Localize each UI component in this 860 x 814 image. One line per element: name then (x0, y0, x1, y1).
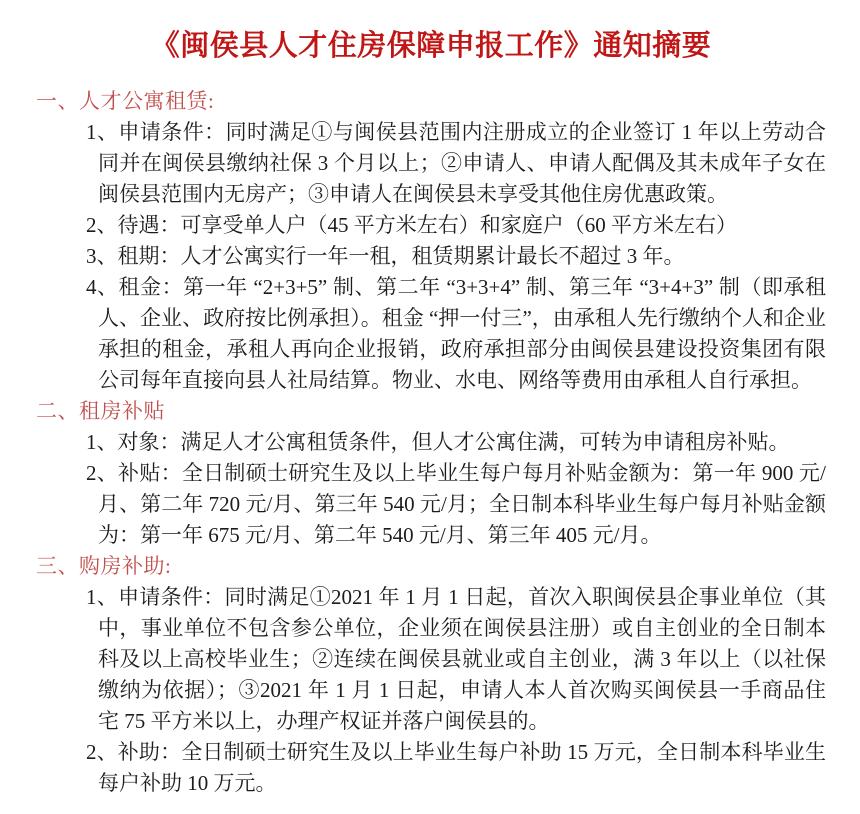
apartment-rental-item-benefit: 2、待遇：可享受单人户（45 平方米左右）和家庭户（60 平方米左右） (86, 213, 737, 237)
section-heading-purchase-subsidy: 三、购房补助: (36, 554, 172, 578)
purchase-subsidy-item-conditions: 1、申请条件：同时满足①2021 年 1 月 1 日起，首次入职闽侯县企事业单位（其中，事业单位不包含参公单位，企业须在闽侯县注册）或自主创业的全日制本科及以上高校毕业生；②连续在闽侯县就业或自主创业，满 3 年以上（以社保缴纳为依据）；③2021 年 1 月 1 日起，申请人本人首次购买闽侯县一手商品住宅 75 平方米以上，办理产权证并落户闽侯县的。 (86, 585, 826, 733)
apartment-rental-item-term: 3、租期：人才公寓实行一年一租，租赁期累计最长不超过 3 年。 (86, 244, 685, 268)
apartment-rental-item-rent: 4、租金：第一年 “2+3+5” 制、第二年 “3+3+4” 制、第三年 “3+4+3” 制（即承租人、企业、政府按比例承担）。租金 “押一付三”，由承租人先行缴纳个人和企业承担的租金，承租人再向企业报销，政府承担部分由闽侯县建设投资集团有限公司每年直接向县人社局结算。物业、水电、网络等费用由承租人自行承担。 (86, 275, 826, 392)
section-apartment-rental (36, 86, 826, 396)
rent-subsidy-item-amount: 2、补贴：全日制硕士研究生及以上毕业生每户每月补贴金额为：第一年 900 元/月、第二年 720 元/月、第三年 540 元/月；全日制本科毕业生每户每月补贴金额为：第一年 675 元/月、第二年 540 元/月、第三年 405 元/月。 (86, 461, 826, 547)
document-title: 《闽侯县人才住房保障申报工作》通知摘要 (150, 30, 712, 62)
apartment-rental-item-conditions: 1、申请条件：同时满足①与闽侯县范围内注册成立的企业签订 1 年以上劳动合同并在闽侯县缴纳社保 3 个月以上；②申请人、申请人配偶及其未成年子女在闽侯县范围内无房产；③申请人在闽侯县未享受其他住房优惠政策。 (86, 120, 826, 206)
purchase-subsidy-item-amount: 2、补助：全日制硕士研究生及以上毕业生每户补助 15 万元，全日制本科毕业生每户补助 10 万元。 (86, 740, 826, 795)
section-heading-apartment-rental: 一、人才公寓租赁: (36, 89, 215, 113)
section-rent-subsidy (36, 396, 826, 551)
rent-subsidy-item-target: 1、对象：满足人才公寓租赁条件，但人才公寓住满，可转为申请租房补贴。 (86, 430, 790, 454)
section-heading-rent-subsidy: 二、租房补贴 (36, 399, 165, 423)
section-purchase-subsidy (36, 551, 826, 799)
